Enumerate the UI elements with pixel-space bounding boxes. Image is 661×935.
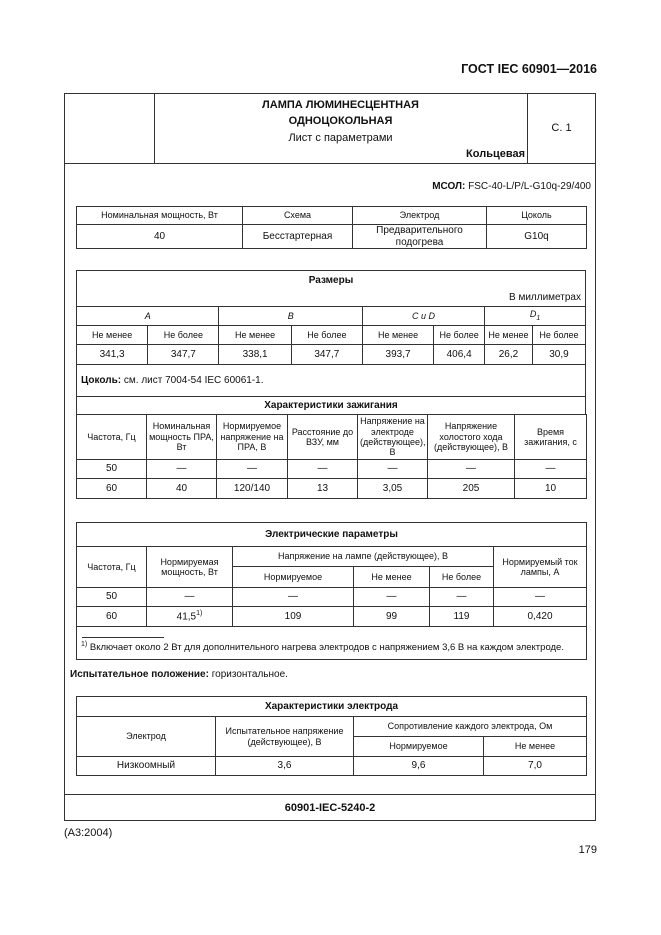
el-r1-c5: 0,420 bbox=[494, 607, 587, 627]
dim-group-b: B bbox=[219, 307, 362, 326]
el-r1-c3: 99 bbox=[354, 607, 430, 627]
ign-r1-c3: 13 bbox=[288, 479, 358, 499]
ign-header-open-circuit: Напряжение холостого хода (действующее), В bbox=[428, 415, 515, 460]
ign-header-time: Время зажигания, с bbox=[515, 415, 587, 460]
general-cell-base: G10q bbox=[487, 225, 587, 249]
general-header-electrode: Электрод bbox=[353, 207, 487, 225]
ign-r1-c4: 3,05 bbox=[358, 479, 428, 499]
dimensions-title-cell bbox=[77, 271, 586, 307]
msol-value: FSC-40-L/P/L-G10q-29/400 bbox=[468, 181, 591, 192]
footnote-rule bbox=[82, 637, 164, 638]
electrode-cell-rated: 9,6 bbox=[354, 757, 484, 776]
electrode-title: Характеристики электрода bbox=[77, 697, 587, 717]
dimensions-ignition-table bbox=[76, 270, 586, 415]
dim-sub-0: Не менее bbox=[77, 326, 148, 345]
el-r1-c1 bbox=[147, 607, 233, 627]
dim-group-d1-letter: D bbox=[529, 309, 537, 320]
electrode-header-type: Электрод bbox=[77, 717, 216, 757]
ign-r1-c1: 40 bbox=[147, 479, 217, 499]
footnote-text: Включает около 2 Вт для дополнительного нагрева электродов с напряжением 3,6 В на каждом электроде. bbox=[87, 642, 564, 654]
base-note bbox=[77, 365, 586, 397]
el-header-current: Нормируемый ток лампы, А bbox=[494, 547, 587, 588]
electrode-header-test-voltage: Испытательное напряжение (действующее), В bbox=[216, 717, 354, 757]
footnote-mark: 1) bbox=[81, 641, 88, 648]
general-cell-circuit: Бесстартерная bbox=[243, 225, 353, 249]
el-r1-c2: 109 bbox=[233, 607, 354, 627]
table-row bbox=[77, 588, 587, 607]
lamp-title-line1: ЛАМПА ЛЮМИНЕСЦЕНТНАЯ bbox=[262, 99, 419, 111]
ign-r1-c2: 120/140 bbox=[217, 479, 288, 499]
dim-val-2: 338,1 bbox=[219, 345, 291, 365]
dim-sub-3: Не более bbox=[291, 326, 362, 345]
electrode-table bbox=[76, 696, 587, 776]
table-row bbox=[77, 757, 587, 776]
dim-val-5: 406,4 bbox=[434, 345, 485, 365]
general-header-base: Цоколь bbox=[487, 207, 587, 225]
ign-r0-c1: — bbox=[147, 460, 217, 479]
dim-group-d1-subscript: 1 bbox=[536, 314, 541, 322]
page-number: 179 bbox=[578, 844, 597, 856]
test-position bbox=[70, 669, 288, 680]
title-divider-bottom bbox=[64, 163, 596, 164]
general-cell-electrode: Предварительного подогрева bbox=[353, 225, 487, 249]
dim-group-cd: C и D bbox=[362, 307, 484, 326]
dimensions-unit: В миллиметрах bbox=[509, 291, 581, 303]
lamp-subtitle: Лист с параметрами bbox=[288, 132, 393, 144]
ign-r0-c2: — bbox=[217, 460, 288, 479]
dim-val-6: 26,2 bbox=[485, 345, 533, 365]
ign-header-distance: Расстояние до ВЗУ, мм bbox=[288, 415, 358, 460]
el-header-voltage-group: Напряжение на лампе (действующее), В bbox=[233, 547, 494, 567]
el-r1-c0: 60 bbox=[77, 607, 147, 627]
general-table bbox=[76, 206, 587, 249]
el-r0-c3: — bbox=[354, 588, 430, 607]
electrode-header-rated: Нормируемое bbox=[354, 737, 484, 757]
footer-divider bbox=[64, 794, 596, 795]
table-row bbox=[77, 460, 587, 479]
ign-header-ballast-voltage: Нормируемое напряжение на ПРА, В bbox=[217, 415, 288, 460]
dimensions-title: Размеры bbox=[308, 275, 354, 286]
general-cell-power: 40 bbox=[77, 225, 243, 249]
test-position-label: Испытательное положение: bbox=[70, 669, 209, 680]
dim-sub-1: Не более bbox=[148, 326, 219, 345]
general-header-circuit: Схема bbox=[243, 207, 353, 225]
ign-r1-c0: 60 bbox=[77, 479, 147, 499]
electrode-cell-min: 7,0 bbox=[484, 757, 587, 776]
msol-label: МСОЛ: bbox=[432, 181, 466, 192]
ign-r0-c0: 50 bbox=[77, 460, 147, 479]
ignition-title: Характеристики зажигания bbox=[77, 397, 586, 415]
el-r0-c5: — bbox=[494, 588, 587, 607]
el-r0-c1: — bbox=[147, 588, 233, 607]
dim-sub-2: Не менее bbox=[219, 326, 291, 345]
el-r1-c4: 119 bbox=[430, 607, 494, 627]
base-note-label: Цоколь: bbox=[81, 374, 122, 386]
amendment-note: (A3:2004) bbox=[64, 827, 113, 839]
ignition-table bbox=[76, 414, 587, 499]
dim-group-d1 bbox=[485, 307, 586, 326]
electrical-table bbox=[76, 522, 587, 660]
ign-r1-c5: 205 bbox=[428, 479, 515, 499]
electrode-header-resistance: Сопротивление каждого электрода, Ом bbox=[354, 717, 587, 737]
test-position-text: горизонтальное. bbox=[208, 669, 288, 680]
dim-sub-4: Не менее bbox=[362, 326, 433, 345]
general-header-power: Номинальная мощность, Вт bbox=[77, 207, 243, 225]
dim-sub-6: Не менее bbox=[485, 326, 533, 345]
ign-header-ballast-power: Номинальная мощность ПРА, Вт bbox=[147, 415, 217, 460]
electrode-cell-test-voltage: 3,6 bbox=[216, 757, 354, 776]
table-row bbox=[77, 479, 587, 499]
msol-designation bbox=[432, 181, 591, 192]
dim-val-4: 393,7 bbox=[362, 345, 433, 365]
dim-val-1: 347,7 bbox=[148, 345, 219, 365]
ign-r0-c4: — bbox=[358, 460, 428, 479]
electrode-cell-type: Низкоомный bbox=[77, 757, 216, 776]
el-header-freq: Частота, Гц bbox=[77, 547, 147, 588]
dim-sub-7: Не более bbox=[532, 326, 585, 345]
standard-number: ГОСТ IEC 60901—2016 bbox=[461, 62, 597, 76]
electrical-footnote bbox=[77, 627, 587, 660]
el-header-power: Нормируемая мощность, Вт bbox=[147, 547, 233, 588]
sheet-code: 60901-IEC-5240-2 bbox=[284, 802, 376, 814]
el-header-voltage-rated: Нормируемое bbox=[233, 567, 354, 588]
dim-val-0: 341,3 bbox=[77, 345, 148, 365]
el-header-voltage-min: Не менее bbox=[354, 567, 430, 588]
ign-r1-c6: 10 bbox=[515, 479, 587, 499]
el-r0-c4: — bbox=[430, 588, 494, 607]
el-header-voltage-max: Не более bbox=[430, 567, 494, 588]
base-note-text: см. лист 7004-54 IEC 60061-1. bbox=[121, 374, 264, 386]
dim-val-7: 30,9 bbox=[532, 345, 585, 365]
ign-header-electrode-voltage: Напряжение на электроде (действующее), В bbox=[358, 415, 428, 460]
electrical-title: Электрические параметры bbox=[77, 523, 587, 547]
ign-r0-c3: — bbox=[288, 460, 358, 479]
el-r0-c2: — bbox=[233, 588, 354, 607]
sheet-number: С. 1 bbox=[551, 122, 572, 134]
el-r1-c1-value: 41,5 bbox=[176, 611, 197, 623]
ign-r0-c5: — bbox=[428, 460, 515, 479]
dim-val-3: 347,7 bbox=[291, 345, 362, 365]
dim-sub-5: Не более bbox=[434, 326, 485, 345]
ign-header-freq: Частота, Гц bbox=[77, 415, 147, 460]
ign-r0-c6: — bbox=[515, 460, 587, 479]
el-r1-c1-footnote-mark: 1) bbox=[196, 610, 203, 618]
table-row bbox=[77, 607, 587, 627]
el-r0-c0: 50 bbox=[77, 588, 147, 607]
lamp-title-line2: ОДНОЦОКОЛЬНАЯ bbox=[288, 115, 393, 127]
electrode-header-min: Не менее bbox=[484, 737, 587, 757]
lamp-shape: Кольцевая bbox=[466, 148, 525, 160]
dim-group-a: A bbox=[77, 307, 219, 326]
